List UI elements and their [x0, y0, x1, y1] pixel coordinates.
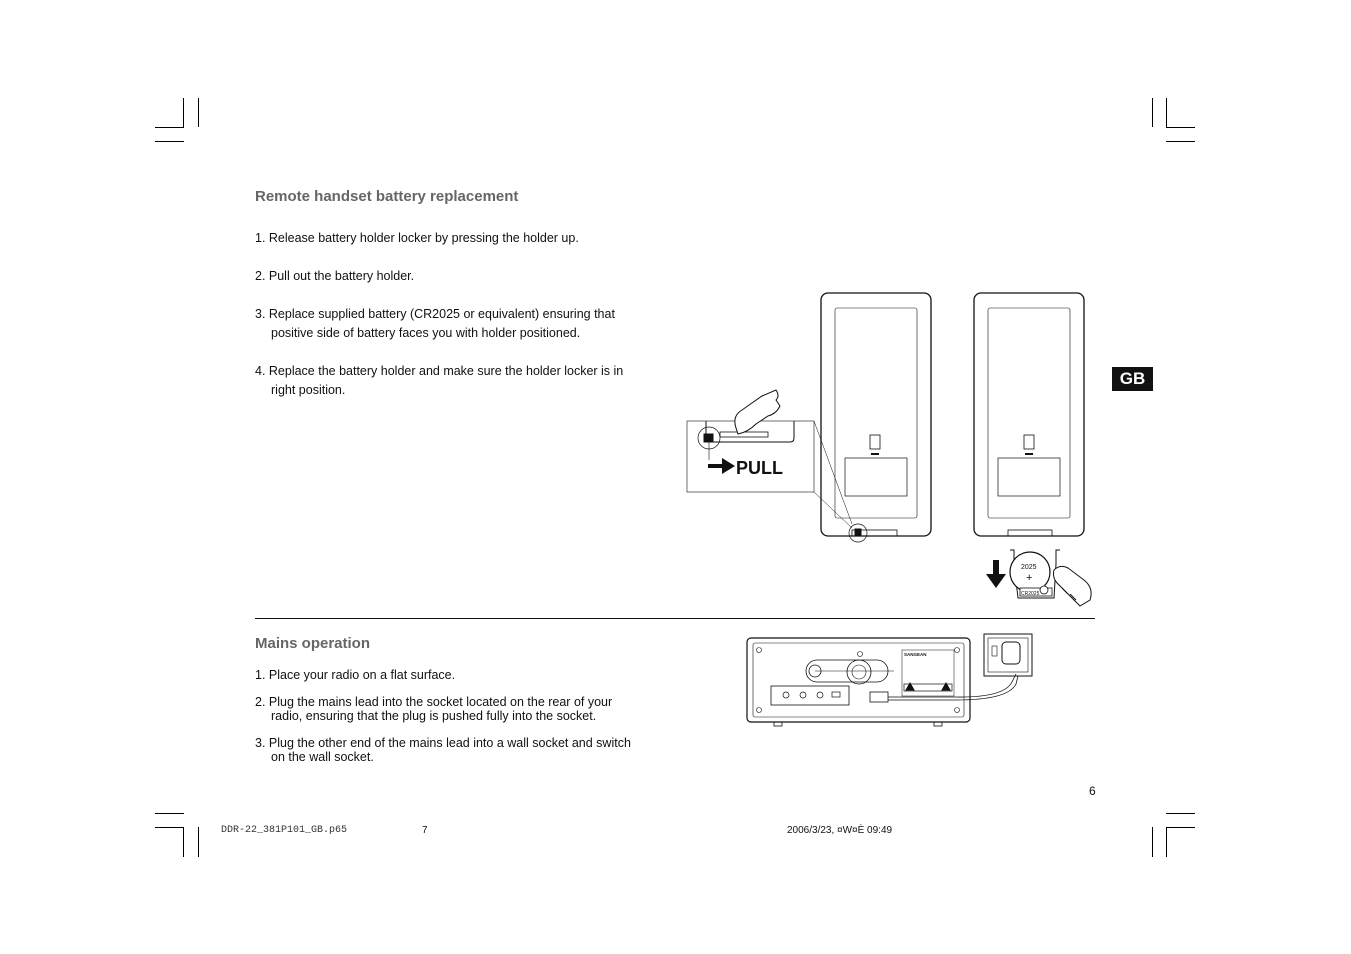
- pointing-hand-icon: [735, 390, 780, 434]
- battery-label: 2025: [1021, 564, 1037, 571]
- battery-replacement-illustration: [680, 288, 1100, 608]
- language-tab: GB: [1112, 367, 1153, 391]
- mains-step-3: 3. Plug the other end of the mains lead into a wall socket and switch on the wall socket.: [255, 736, 631, 764]
- battery-step-3: 3. Replace supplied battery (CR2025 or equivalent) ensuring that positive side of battery faces you with holder positioned.: [255, 307, 615, 340]
- holder-label: CR2025: [1021, 591, 1040, 597]
- radio-brand-label: SANGEAN: [904, 652, 927, 657]
- remote-back-left: [821, 293, 931, 542]
- battery-plus-label: +: [1026, 572, 1033, 584]
- mains-section-title: Mains operation: [255, 635, 371, 652]
- pull-arrow-icon: [708, 458, 735, 474]
- footer-timestamp: 2006/3/23, ¤W¤È 09:49: [787, 825, 893, 836]
- battery-section-title: Remote handset battery replacement: [255, 188, 519, 205]
- battery-step-1: 1. Release battery holder locker by pressing the holder up.: [255, 231, 579, 245]
- radio-rear-illustration: [744, 630, 1036, 730]
- mains-steps: [255, 668, 685, 764]
- remote-back-right: [974, 293, 1084, 536]
- footer-filename: DDR-22_381P101_GB.p65: [221, 825, 348, 836]
- section-divider: [255, 618, 1095, 619]
- pull-label: PULL: [736, 458, 783, 478]
- battery-steps: [255, 229, 685, 400]
- mains-step-2: 2. Plug the mains lead into the socket located on the rear of your radio, ensuring that the plug is pushed fully into the socket.: [255, 695, 613, 723]
- down-arrow-icon: [986, 560, 1006, 588]
- pushing-hand-icon: [1054, 566, 1092, 606]
- mains-step-1: 1. Place your radio on a flat surface.: [255, 668, 456, 682]
- page-number: 6: [1089, 784, 1096, 798]
- footer-sheet-number: 7: [422, 825, 428, 836]
- battery-step-4: 4. Replace the battery holder and make sure the holder locker is in right position.: [255, 364, 624, 397]
- battery-step-2: 2. Pull out the battery holder.: [255, 269, 415, 283]
